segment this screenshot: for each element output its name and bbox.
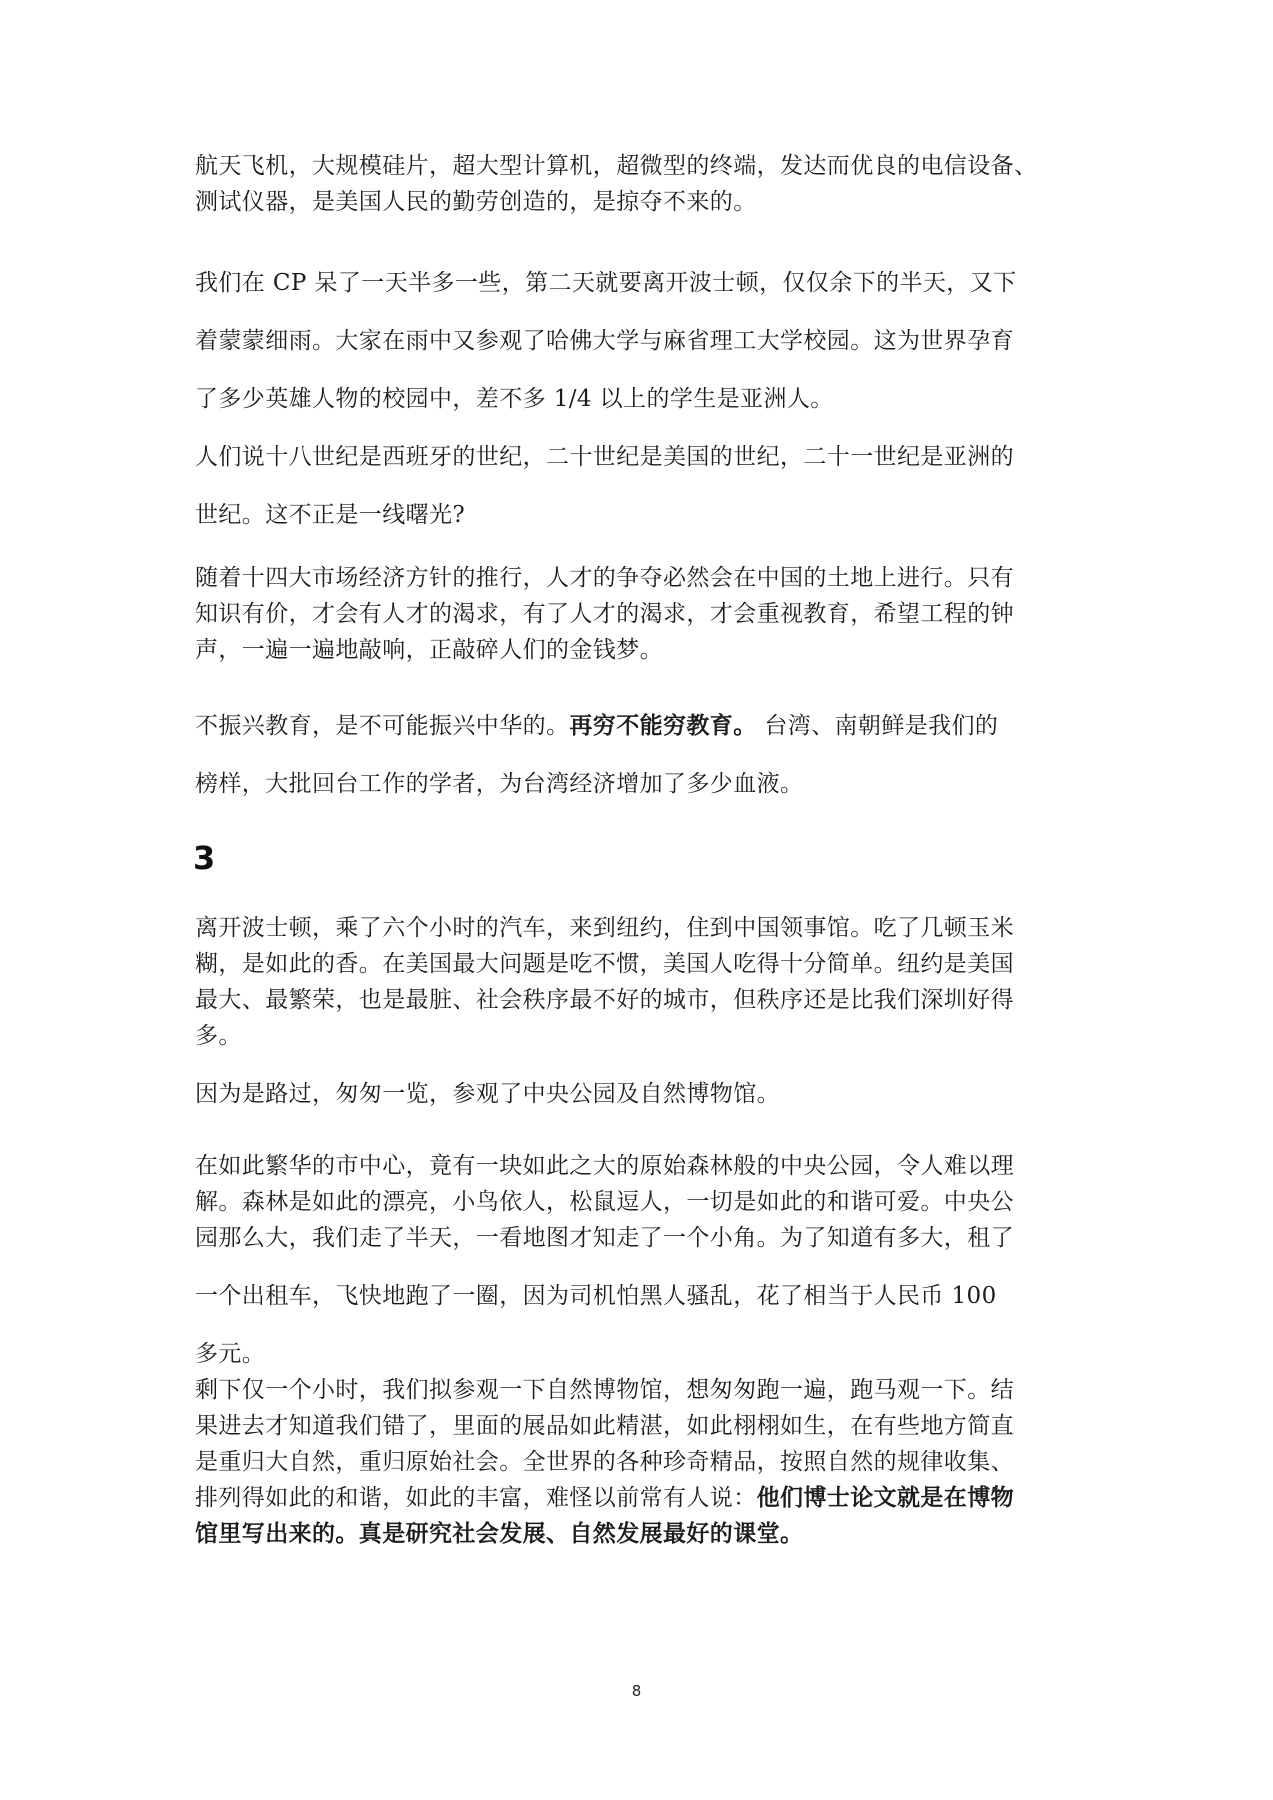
paragraph-talent-competition [195, 560, 1085, 668]
text-line [195, 697, 1085, 755]
emphasis-text: 再穷不能穷教育。 [569, 713, 757, 739]
text-line: 知识有价，才会有人才的渴求，有了人才的渴求，才会重视教育，希望工程的钟 [195, 601, 1014, 627]
text-line: 航天飞机，大规模硅片，超大型计算机，超微型的终端，发达而优良的电信设备、 [195, 153, 1038, 179]
paragraph-education [195, 697, 1085, 813]
paragraph-central-park [195, 1148, 1085, 1372]
text-line: 我们在 CP 呆了一天半多一些，第二天就要离开波士顿，仅仅余下的半天，又下 [195, 270, 1017, 296]
text-line: 园那么大，我们走了半天，一看地图才知走了一个小角。为了知道有多大，租了 [195, 1225, 1014, 1251]
text-line: 测试仪器，是美国人民的勤劳创造的，是掠夺不来的。 [195, 189, 757, 215]
text-line: 着蒙蒙细雨。大家在雨中又参观了哈佛大学与麻省理工大学校园。这为世界孕育 [195, 328, 1014, 354]
text-line: 解。森林是如此的漂亮，小鸟依人，松鼠逗人，一切是如此的和谐可爱。中央公 [195, 1189, 1014, 1215]
text-line: 因为是路过，匆匆一览，参观了中央公园及自然博物馆。 [195, 1081, 780, 1107]
text-line: 了多少英雄人物的校园中，差不多 1/4 以上的学生是亚洲人。 [195, 386, 834, 412]
text-line: 是重归大自然，重归原始社会。全世界的各种珍奇精品，按照自然的规律收集、 [195, 1449, 1014, 1475]
text-line: 多元。 [195, 1341, 266, 1367]
paragraph-passing-through [195, 1076, 1085, 1112]
paragraph-natural-history-museum [195, 1372, 1085, 1552]
paragraph-century-of-asia [195, 428, 1085, 544]
text-line: 在如此繁华的市中心，竟有一块如此之大的原始森林般的中央公园，令人难以理 [195, 1153, 1014, 1179]
text-line: 离开波士顿，乘了六个小时的汽车，来到纽约，住到中国领事馆。吃了几顿玉米 [195, 915, 1014, 941]
text-line: 声，一遍一遍地敲响，正敲碎人们的金钱梦。 [195, 637, 663, 663]
page-number: 8 [631, 1682, 642, 1700]
text-line: 多。 [195, 1023, 242, 1049]
text-line [195, 1480, 1085, 1516]
text-line: 糊，是如此的香。在美国最大问题是吃不惯，美国人吃得十分简单。纽约是美国 [195, 951, 1014, 977]
text-line: 最大、最繁荣，也是最脏、社会秩序最不好的城市，但秩序还是比我们深圳好得 [195, 987, 1014, 1013]
text-line: 世纪。这不正是一线曙光? [195, 502, 466, 528]
text-run: 台湾、南朝鲜是我们的 [756, 713, 999, 739]
text-run: 不振兴教育，是不可能振兴中华的。 [195, 713, 570, 739]
paragraph-boston-visit [195, 254, 1085, 428]
text-line: 人们说十八世纪是西班牙的世纪，二十世纪是美国的世纪，二十一世纪是亚洲的 [195, 444, 1014, 470]
text-line: 果进去才知道我们错了，里面的展品如此精湛，如此栩栩如生，在有些地方简直 [195, 1413, 1014, 1439]
emphasis-text: 他们博士论文就是在博物 [756, 1485, 1015, 1511]
text-line: 榜样，大批回台工作的学者，为台湾经济增加了多少血液。 [195, 771, 804, 797]
paragraph-new-york-arrival [195, 910, 1085, 1054]
section-heading: 3 [193, 839, 216, 877]
text-line: 剩下仅一个小时，我们拟参观一下自然博物馆，想匆匆跑一遍，跑马观一下。结 [195, 1377, 1014, 1403]
emphasis-text: 馆里写出来的。真是研究社会发展、自然发展最好的课堂。 [195, 1521, 804, 1547]
text-line: 一个出租车，飞快地跑了一圈，因为司机怕黑人骚乱，花了相当于人民币 100 [195, 1283, 997, 1309]
paragraph-space-technology [195, 148, 1085, 220]
text-run: 排列得如此的和谐，如此的丰富，难怪以前常有人说： [195, 1485, 757, 1511]
text-line: 随着十四大市场经济方针的推行，人才的争夺必然会在中国的土地上进行。只有 [195, 565, 1014, 591]
